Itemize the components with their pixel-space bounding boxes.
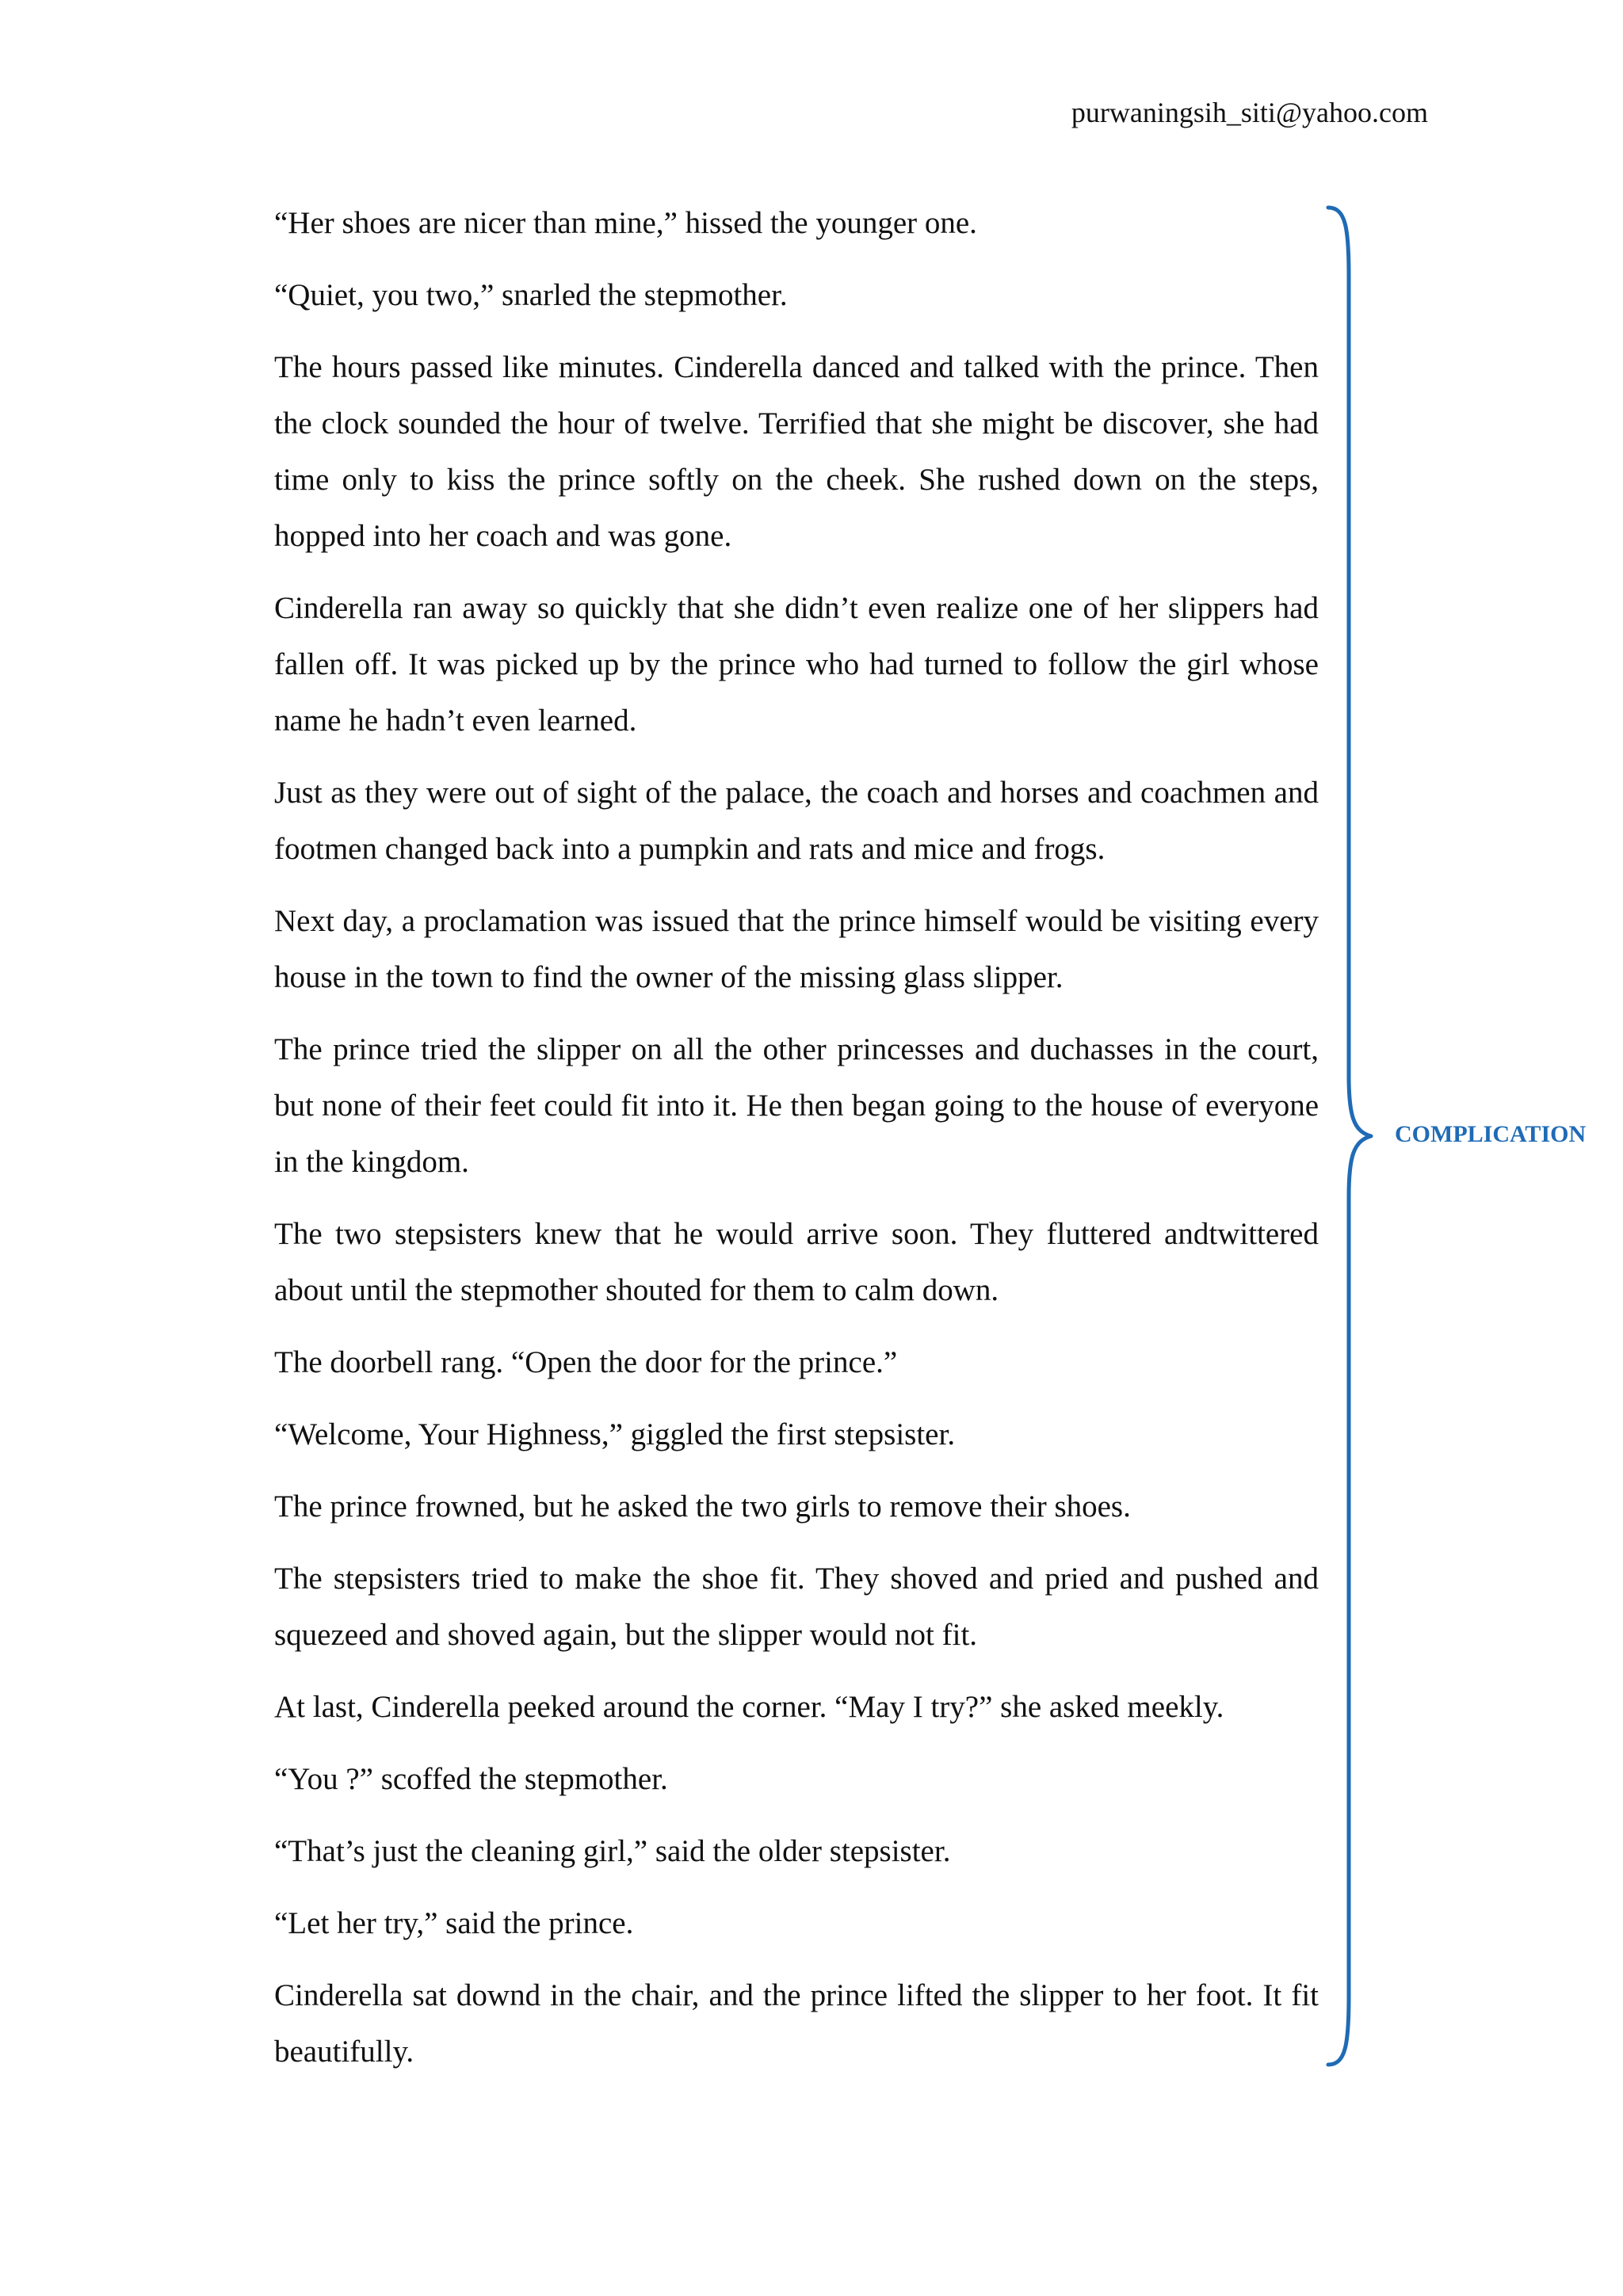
story-paragraph: “You ?” scoffed the stepmother. xyxy=(274,1762,668,1796)
story-paragraph: Cinderella sat downd in the chair, and the prince lifted the slipper to her foot. It fit beautifully. xyxy=(274,1978,1319,2069)
story-paragraph: Just as they were out of sight of the palace, the coach and horses and coachmen and footmen changed back into a pumpkin and rats and mice and frogs. xyxy=(274,776,1319,866)
story-body xyxy=(274,195,1319,2096)
story-paragraph: The prince tried the slipper on all the other princesses and duchasses in the court, but none of their feet could fit into it. He then began going to the house of everyone in the kingdom. xyxy=(274,1032,1319,1179)
story-paragraph: Next day, a proclamation was issued that the prince himself would be visiting every house in the town to find the owner of the missing glass slipper. xyxy=(274,904,1319,994)
story-paragraph: “Quiet, you two,” snarled the stepmother. xyxy=(274,278,788,312)
story-paragraph: The stepsisters tried to make the shoe fit. They shoved and pried and pushed and squezeed and shoved again, but the slipper would not fit. xyxy=(274,1562,1319,1652)
story-paragraph: “Let her try,” said the prince. xyxy=(274,1906,634,1940)
story-paragraph: “That’s just the cleaning girl,” said the older stepsister. xyxy=(274,1834,951,1868)
story-paragraph: The doorbell rang. “Open the door for the prince.” xyxy=(274,1345,898,1379)
complication-label: COMPLICATION xyxy=(1395,1121,1587,1147)
story-paragraph: “Welcome, Your Highness,” giggled the first stepsister. xyxy=(274,1417,956,1451)
story-paragraph: At last, Cinderella peeked around the corner. “May I try?” she asked meekly. xyxy=(274,1690,1224,1724)
story-paragraph: The prince frowned, but he asked the two girls to remove their shoes. xyxy=(274,1489,1131,1524)
right-curly-brace xyxy=(1322,204,1385,2068)
header-email: purwaningsih_siti@yahoo.com xyxy=(1071,97,1428,128)
story-paragraph: The two stepsisters knew that he would arrive soon. They fluttered andtwittered about until the stepmother shouted for them to calm down. xyxy=(274,1217,1319,1307)
story-paragraph: The hours passed like minutes. Cinderella danced and talked with the prince. Then the clock sounded the hour of twelve. Terrified that she might be discover, she had time only to kiss the prince softly on the cheek. She rushed down on the steps, hopped into her coach and was gone. xyxy=(274,350,1319,553)
story-paragraph: Cinderella ran away so quickly that she didn’t even realize one of her slippers had fallen off. It was picked up by the prince who had turned to follow the girl whose name he hadn’t even learned. xyxy=(274,591,1319,738)
story-paragraph: “Her shoes are nicer than mine,” hissed the younger one. xyxy=(274,206,977,240)
